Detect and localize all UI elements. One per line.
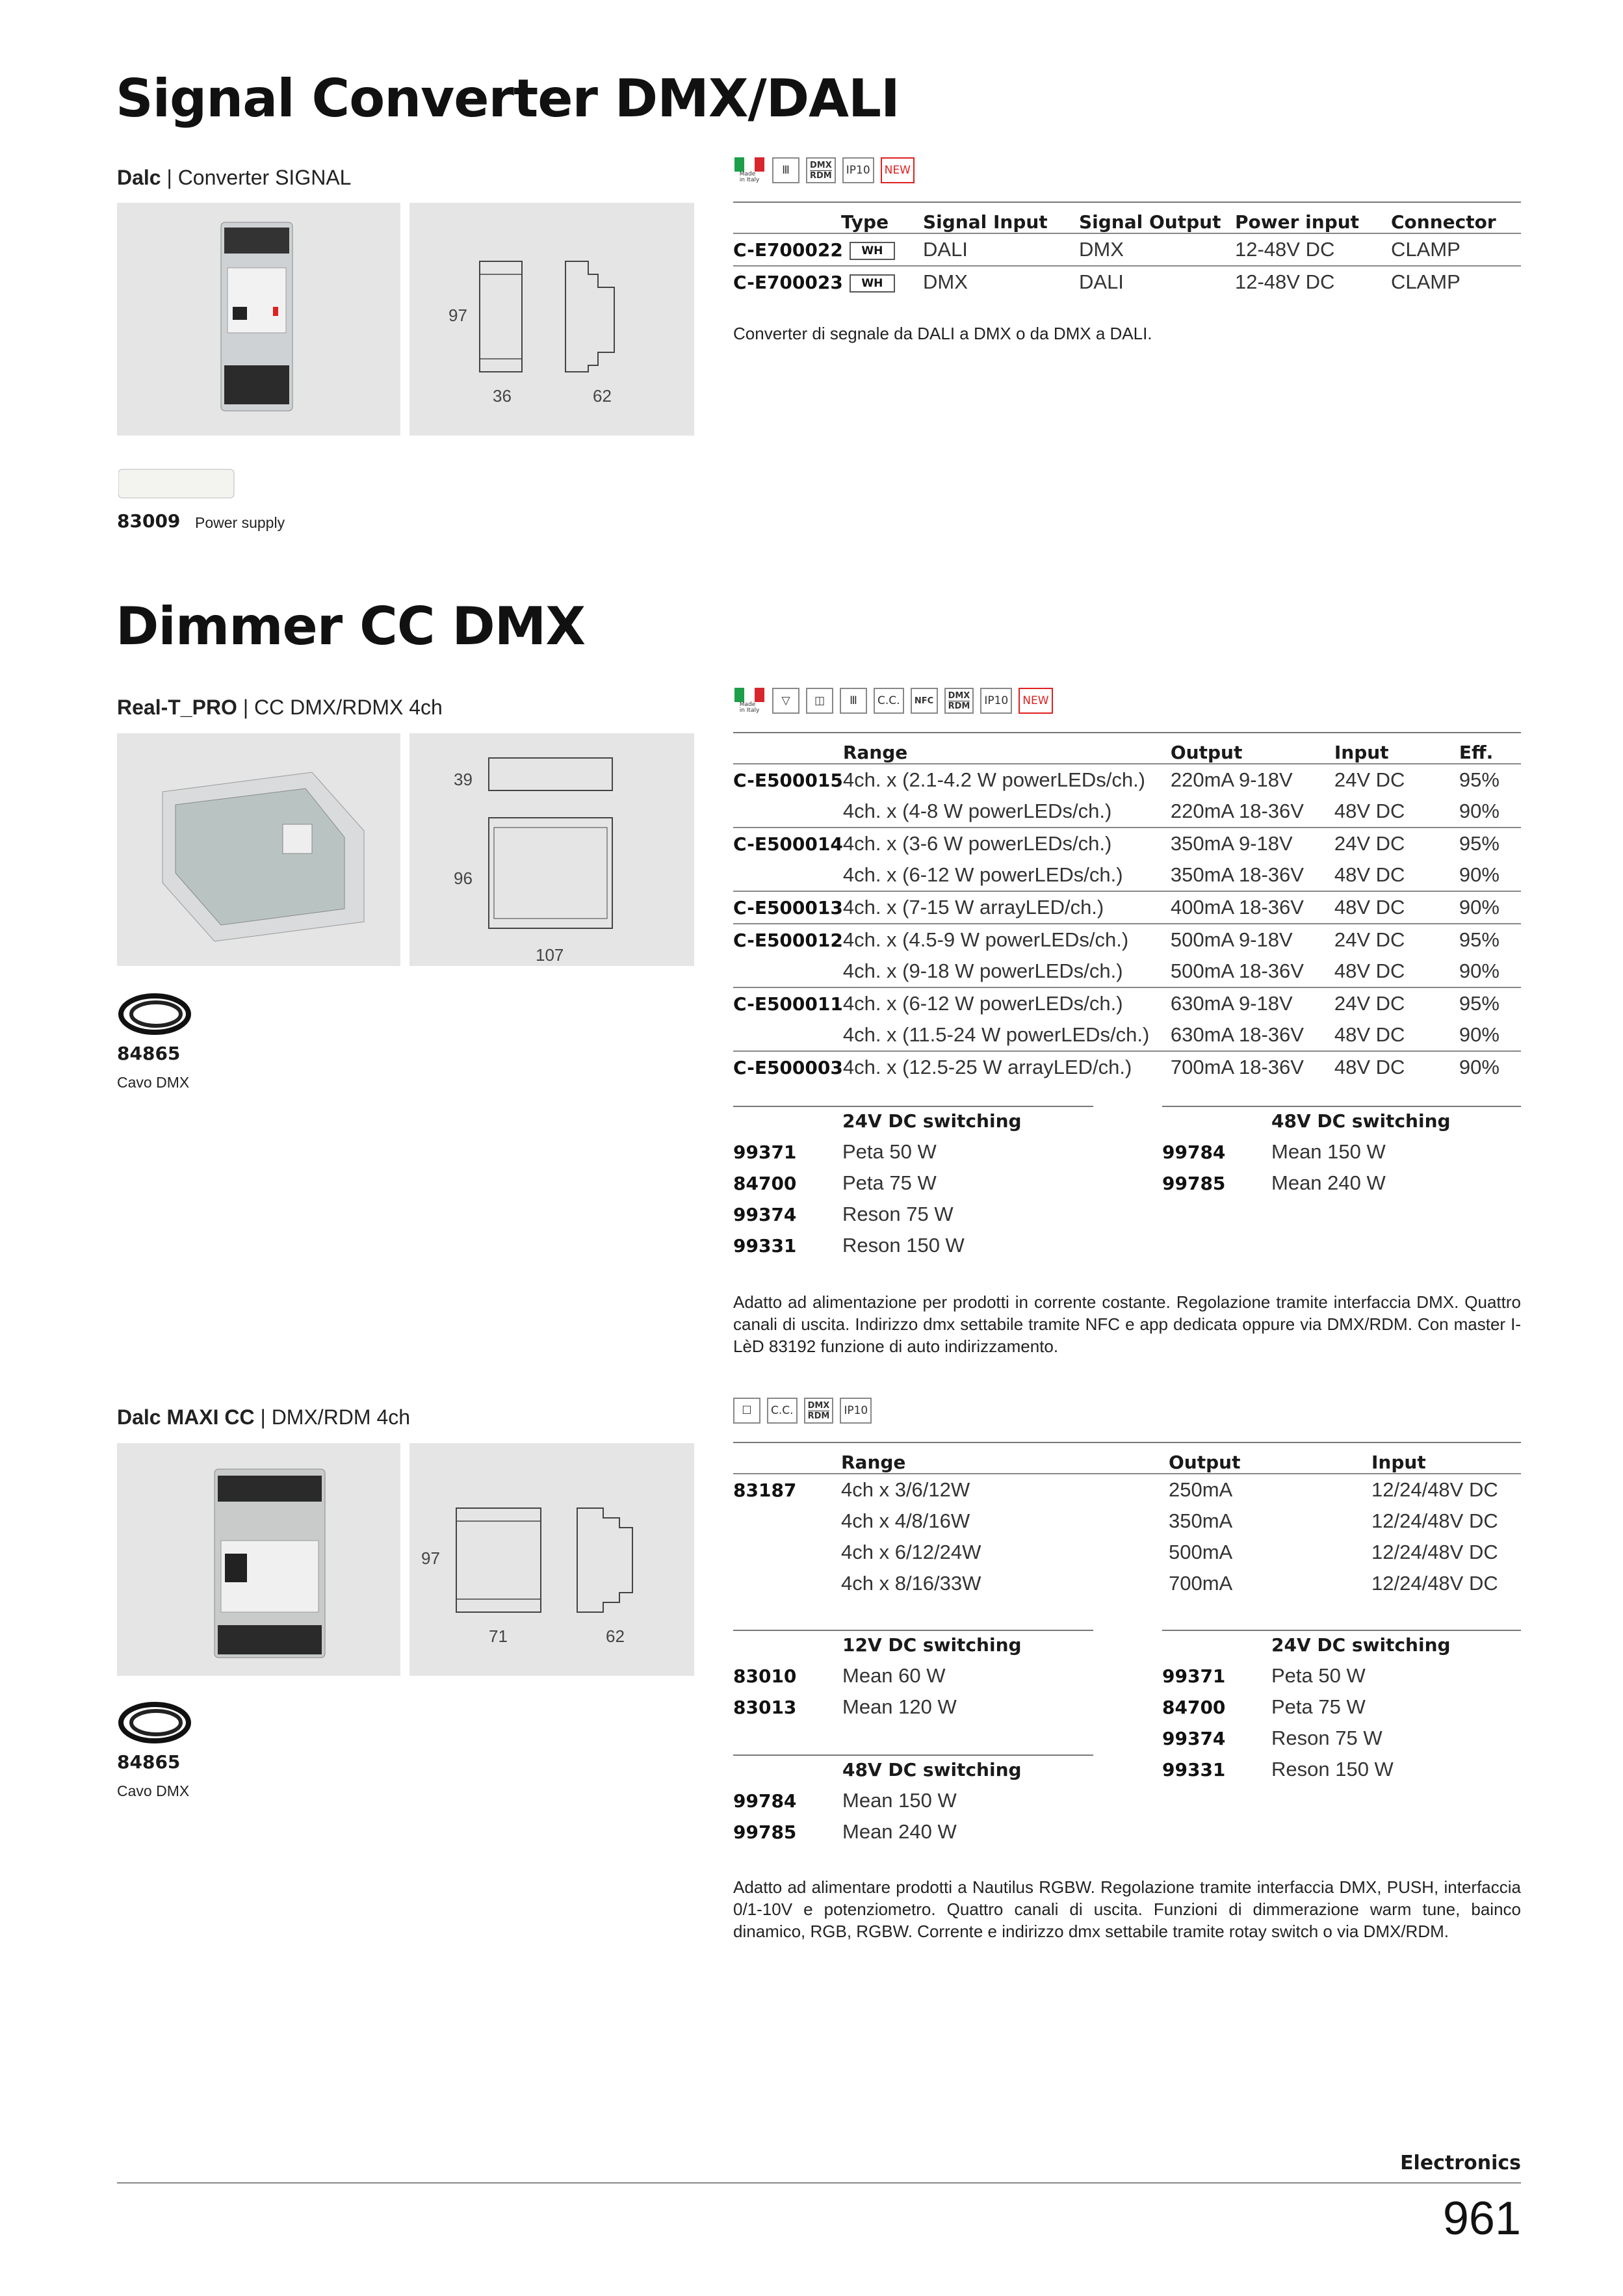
dim-height: 96 xyxy=(454,868,473,888)
constant-current-icon: C.C. xyxy=(874,688,904,714)
table-row xyxy=(733,828,1521,859)
cell: 48V DC xyxy=(1334,863,1405,886)
switching-code: 99371 xyxy=(733,1141,797,1163)
switching-value: Mean 60 W xyxy=(842,1664,946,1687)
cell: 95% xyxy=(1459,768,1500,791)
new-badge: NEW xyxy=(881,157,915,183)
switching-code: 99374 xyxy=(733,1204,797,1225)
cell: 95% xyxy=(1459,832,1500,855)
switching-value: Mean 240 W xyxy=(1271,1171,1386,1194)
dmx-rdm-icon: DMX RDM xyxy=(804,1398,834,1424)
cell: 4ch x 4/8/16W xyxy=(841,1509,970,1532)
switching-code: 84700 xyxy=(1162,1697,1226,1718)
switching-value: Peta 75 W xyxy=(842,1171,937,1194)
cell: CLAMP xyxy=(1391,270,1461,293)
product-title-real-t-pro: Real-T_PRO | CC DMX/RDMX 4ch xyxy=(117,696,443,719)
dimension-drawing xyxy=(409,1443,694,1676)
product-code xyxy=(733,1537,841,1568)
table-row xyxy=(733,796,1521,828)
cell: 12/24/48V DC xyxy=(1371,1478,1498,1501)
cell: 400mA 18-36V xyxy=(1170,896,1304,919)
section-title-dimmer: Dimmer CC DMX xyxy=(116,596,586,657)
dmx-cable-thumbnail xyxy=(117,988,195,1040)
switching-value: Mean 150 W xyxy=(1271,1140,1386,1163)
cell: DMX xyxy=(1079,238,1124,261)
col-input: Input xyxy=(1371,1452,1426,1473)
cell: DALI xyxy=(1079,270,1124,293)
badge-row-dimmer xyxy=(733,688,1053,714)
product-name: Real-T_PRO xyxy=(117,696,237,719)
table-row xyxy=(733,1474,1521,1506)
table-row xyxy=(733,764,1521,796)
switching-value: Peta 50 W xyxy=(842,1140,937,1163)
product-subtitle: DMX/RDM 4ch xyxy=(271,1405,411,1429)
cell: 220mA 18-36V xyxy=(1170,800,1304,822)
cell: 4ch. x (11.5-24 W powerLEDs/ch.) xyxy=(842,1023,1150,1046)
switching-code: 99331 xyxy=(733,1235,797,1257)
page-number: 961 xyxy=(1442,2193,1521,2245)
product-subtitle: CC DMX/RDMX 4ch xyxy=(254,696,443,719)
table-row xyxy=(733,1019,1521,1051)
dim-height: 97 xyxy=(448,306,467,325)
cell: 630mA 18-36V xyxy=(1170,1023,1304,1046)
cell: 95% xyxy=(1459,928,1500,951)
product-code: C-E500015 xyxy=(733,769,843,791)
product-title-dalc-maxi: Dalc MAXI CC | DMX/RDM 4ch xyxy=(117,1405,411,1429)
installation-box-icon: ☐ xyxy=(733,1398,760,1424)
col-range: Range xyxy=(842,742,908,763)
switching-code: 83010 xyxy=(733,1665,797,1687)
accessory-code: 83009 xyxy=(117,510,181,532)
table-row xyxy=(733,1568,1521,1599)
cell: 48V DC xyxy=(1334,1056,1405,1078)
technical-drawing xyxy=(409,733,694,966)
product-code: C-E500013 xyxy=(733,896,843,919)
table-row xyxy=(733,891,1521,924)
product-code: C-E700023 xyxy=(733,271,843,293)
dim-width: 36 xyxy=(493,386,512,406)
spec-table-maxi xyxy=(733,1442,1521,1599)
col-signal-input: Signal Input xyxy=(923,211,1048,233)
switching-code: 99331 xyxy=(1162,1759,1226,1781)
cell: 500mA 18-36V xyxy=(1170,959,1304,982)
cell: 12-48V DC xyxy=(1235,270,1335,293)
product-code: C-E700022 xyxy=(733,239,843,261)
cell: 24V DC xyxy=(1334,832,1405,855)
cell: 500mA 9-18V xyxy=(1170,928,1293,951)
cell: 700mA 18-36V xyxy=(1170,1056,1304,1078)
product-name: Dalc MAXI CC xyxy=(117,1405,255,1429)
made-in-italy-icon: Made in Italy xyxy=(733,157,766,183)
product-code: C-E500011 xyxy=(733,993,843,1015)
product-code xyxy=(733,1506,841,1537)
switching-value: Reson 75 W xyxy=(842,1203,954,1225)
description-maxi: Adatto ad alimentare prodotti a Nautilus RGBW. Regolazione tramite interfaccia DMX, PUSH, interfaccia 0/1-10V e potenziometro. Quattro canali di uscita. Funzioni di dimmerazione warm tune, bainco dinamico, RGB, RGBW. Corrente e indirizzo dmx settabile tramite rotay switch o via DMX/RDM. xyxy=(733,1877,1521,1941)
switching-code: 99371 xyxy=(1162,1665,1226,1687)
cell: 500mA xyxy=(1169,1541,1233,1563)
spec-table-signal xyxy=(733,202,1521,298)
switching-heading: 12V DC switching xyxy=(842,1634,1022,1656)
table-header-row xyxy=(733,1442,1521,1474)
cell: 90% xyxy=(1459,896,1500,919)
switching-value: Peta 75 W xyxy=(1271,1695,1366,1718)
badge-row-maxi xyxy=(733,1398,872,1424)
accessory-label: Cavo DMX xyxy=(117,1074,190,1091)
cell: 4ch x 6/12/24W xyxy=(841,1541,981,1563)
cell: 24V DC xyxy=(1334,928,1405,951)
description-dimmer: Adatto ad alimentazione per prodotti in corrente costante. Regolazione tramite interfaccia DMX. Quattro canali di uscita. Indirizzo dmx settabile tramite NFC e app dedicata oppure via DMX/RDM. Con master I-LèD 83192 funzione di auto indirizzamento. xyxy=(733,1292,1521,1356)
switching-value: Mean 120 W xyxy=(842,1695,957,1718)
table-row xyxy=(733,859,1521,891)
ip10-icon: IP10 xyxy=(980,688,1012,714)
switching-heading: 24V DC switching xyxy=(1271,1634,1451,1656)
dim-height: 97 xyxy=(421,1548,440,1568)
dim-height-top: 39 xyxy=(454,770,473,789)
cell: 4ch. x (9-18 W powerLEDs/ch.) xyxy=(842,959,1123,982)
dim-width: 107 xyxy=(536,945,564,965)
cell: 48V DC xyxy=(1334,800,1405,822)
cell: 4ch. x (4-8 W powerLEDs/ch.) xyxy=(842,800,1112,822)
cell: 4ch. x (2.1-4.2 W powerLEDs/ch.) xyxy=(842,768,1146,791)
table-row xyxy=(733,233,1521,266)
product-photo xyxy=(117,203,400,436)
col-connector: Connector xyxy=(1391,211,1496,233)
cell: 24V DC xyxy=(1334,992,1405,1015)
table-row xyxy=(733,1537,1521,1568)
product-code xyxy=(733,1568,841,1599)
col-range: Range xyxy=(841,1452,906,1473)
product-code xyxy=(733,796,843,828)
cell: 24V DC xyxy=(1334,768,1405,791)
device-photo-graphic xyxy=(117,733,400,966)
technical-drawing xyxy=(409,203,694,436)
cell: 350mA 9-18V xyxy=(1170,832,1293,855)
product-code: C-E500012 xyxy=(733,929,843,951)
spec-table-dimmer xyxy=(733,732,1521,1083)
switching-value: Peta 50 W xyxy=(1271,1664,1366,1687)
cell: 12/24/48V DC xyxy=(1371,1541,1498,1563)
made-in-italy-icon: Made in Italy xyxy=(733,688,766,714)
cell: 4ch. x (3-6 W powerLEDs/ch.) xyxy=(842,832,1112,855)
power-supply-thumbnail xyxy=(118,463,235,503)
switching-value: Reson 75 W xyxy=(1271,1727,1383,1749)
cell: 4ch. x (12.5-25 W arrayLED/ch.) xyxy=(842,1056,1132,1078)
color-tag: WH xyxy=(850,274,895,293)
product-name: Dalc xyxy=(117,166,161,189)
accessory-label: Power supply xyxy=(195,514,285,531)
col-output: Output xyxy=(1169,1452,1241,1473)
switching-heading: 48V DC switching xyxy=(842,1759,1022,1781)
table-row xyxy=(733,987,1521,1019)
col-power-input: Power input xyxy=(1235,211,1360,233)
cell: 4ch. x (7-15 W arrayLED/ch.) xyxy=(842,896,1104,919)
product-photo xyxy=(117,733,400,966)
new-badge: NEW xyxy=(1019,688,1052,714)
switching-value: Mean 240 W xyxy=(842,1820,957,1843)
product-photo xyxy=(117,1443,400,1676)
table-row xyxy=(733,924,1521,956)
switching-code: 99784 xyxy=(1162,1141,1226,1163)
col-output: Output xyxy=(1170,742,1243,763)
badge-row-signal xyxy=(733,157,915,183)
cell: 4ch. x (6-12 W powerLEDs/ch.) xyxy=(842,863,1123,886)
product-code xyxy=(733,859,843,891)
col-input: Input xyxy=(1334,742,1389,763)
col-eff: Eff. xyxy=(1459,742,1494,763)
cell: 90% xyxy=(1459,959,1500,982)
device-photo-graphic xyxy=(117,1443,400,1676)
class-iii-icon: Ⅲ xyxy=(840,688,867,714)
accessory-code: 84865 xyxy=(117,1751,181,1773)
switching-value: Reson 150 W xyxy=(1271,1758,1394,1781)
ip10-icon: IP10 xyxy=(840,1398,872,1424)
switching-code: 99785 xyxy=(1162,1173,1226,1194)
cell: 4ch x 3/6/12W xyxy=(841,1478,970,1501)
cell: 90% xyxy=(1459,1023,1500,1046)
dmx-rdm-icon: DMX RDM xyxy=(806,157,836,183)
switching-heading: 24V DC switching xyxy=(842,1110,1022,1132)
switching-value: Reson 150 W xyxy=(842,1234,965,1257)
cell: 350mA 18-36V xyxy=(1170,863,1304,886)
cell: 700mA xyxy=(1169,1572,1233,1595)
cell: 12/24/48V DC xyxy=(1371,1572,1498,1595)
switching-code: 83013 xyxy=(733,1697,797,1718)
cell: DALI xyxy=(923,238,968,261)
cell: CLAMP xyxy=(1391,238,1461,261)
dimension-drawing xyxy=(409,733,694,966)
description-signal: Converter di segnale da DALI a DMX o da DMX a DALI. xyxy=(733,324,1152,343)
table-row xyxy=(733,956,1521,987)
product-code xyxy=(733,1019,843,1051)
table-header-row xyxy=(733,202,1521,233)
dmx-cable-thumbnail xyxy=(117,1697,195,1749)
cell: 12/24/48V DC xyxy=(1371,1509,1498,1532)
temperature-100-icon: ▽ xyxy=(772,688,799,714)
switching-code: 84700 xyxy=(733,1173,797,1194)
installation-box-icon: ◫ xyxy=(806,688,833,714)
cell: 12-48V DC xyxy=(1235,238,1335,261)
cell: 4ch x 8/16/33W xyxy=(841,1572,981,1595)
device-photo-graphic xyxy=(117,203,400,436)
table-row xyxy=(733,1506,1521,1537)
cell: 48V DC xyxy=(1334,1023,1405,1046)
switching-value: Mean 150 W xyxy=(842,1789,957,1812)
cell: 220mA 9-18V xyxy=(1170,768,1293,791)
product-code xyxy=(733,956,843,987)
dim-width: 71 xyxy=(489,1626,508,1646)
nfc-icon: NFC xyxy=(911,688,938,714)
dim-depth: 62 xyxy=(606,1626,625,1646)
switching-code: 99785 xyxy=(733,1821,797,1843)
cell: 90% xyxy=(1459,1056,1500,1078)
technical-drawing xyxy=(409,1443,694,1676)
cell: 48V DC xyxy=(1334,959,1405,982)
product-code: C-E500014 xyxy=(733,833,843,855)
switching-code: 99784 xyxy=(733,1790,797,1812)
footer-section-label: Electronics xyxy=(1400,2152,1521,2174)
footer-rule xyxy=(117,2182,1521,2184)
dim-depth: 62 xyxy=(593,386,612,406)
cell: 90% xyxy=(1459,863,1500,886)
cell: 630mA 9-18V xyxy=(1170,992,1293,1015)
accessory-label: Cavo DMX xyxy=(117,1782,190,1799)
cell: 90% xyxy=(1459,800,1500,822)
dmx-rdm-icon: DMX RDM xyxy=(944,688,974,714)
col-type: Type xyxy=(841,211,889,233)
cell: 4ch. x (4.5-9 W powerLEDs/ch.) xyxy=(842,928,1129,951)
accessory-code: 84865 xyxy=(117,1043,181,1064)
class-iii-icon: Ⅲ xyxy=(772,157,799,183)
constant-current-icon: C.C. xyxy=(767,1398,798,1424)
section-title-signal: Signal Converter DMX/DALI xyxy=(116,68,900,129)
cell: 350mA xyxy=(1169,1509,1233,1532)
col-signal-output: Signal Output xyxy=(1079,211,1221,233)
cell: 250mA xyxy=(1169,1478,1233,1501)
cell: DMX xyxy=(923,270,968,293)
color-tag: WH xyxy=(850,242,895,260)
ip10-icon: IP10 xyxy=(842,157,874,183)
table-header-row xyxy=(733,733,1521,764)
table-row xyxy=(733,266,1521,298)
product-title-dalc: Dalc | Converter SIGNAL xyxy=(117,166,352,189)
cell: 95% xyxy=(1459,992,1500,1015)
switching-code: 99374 xyxy=(1162,1728,1226,1749)
product-subtitle: Converter SIGNAL xyxy=(177,166,352,189)
table-row xyxy=(733,1051,1521,1083)
cell: 48V DC xyxy=(1334,896,1405,919)
cell: 4ch. x (6-12 W powerLEDs/ch.) xyxy=(842,992,1123,1015)
switching-heading: 48V DC switching xyxy=(1271,1110,1451,1132)
product-code: C-E500003 xyxy=(733,1056,843,1078)
product-code: 83187 xyxy=(733,1479,797,1501)
